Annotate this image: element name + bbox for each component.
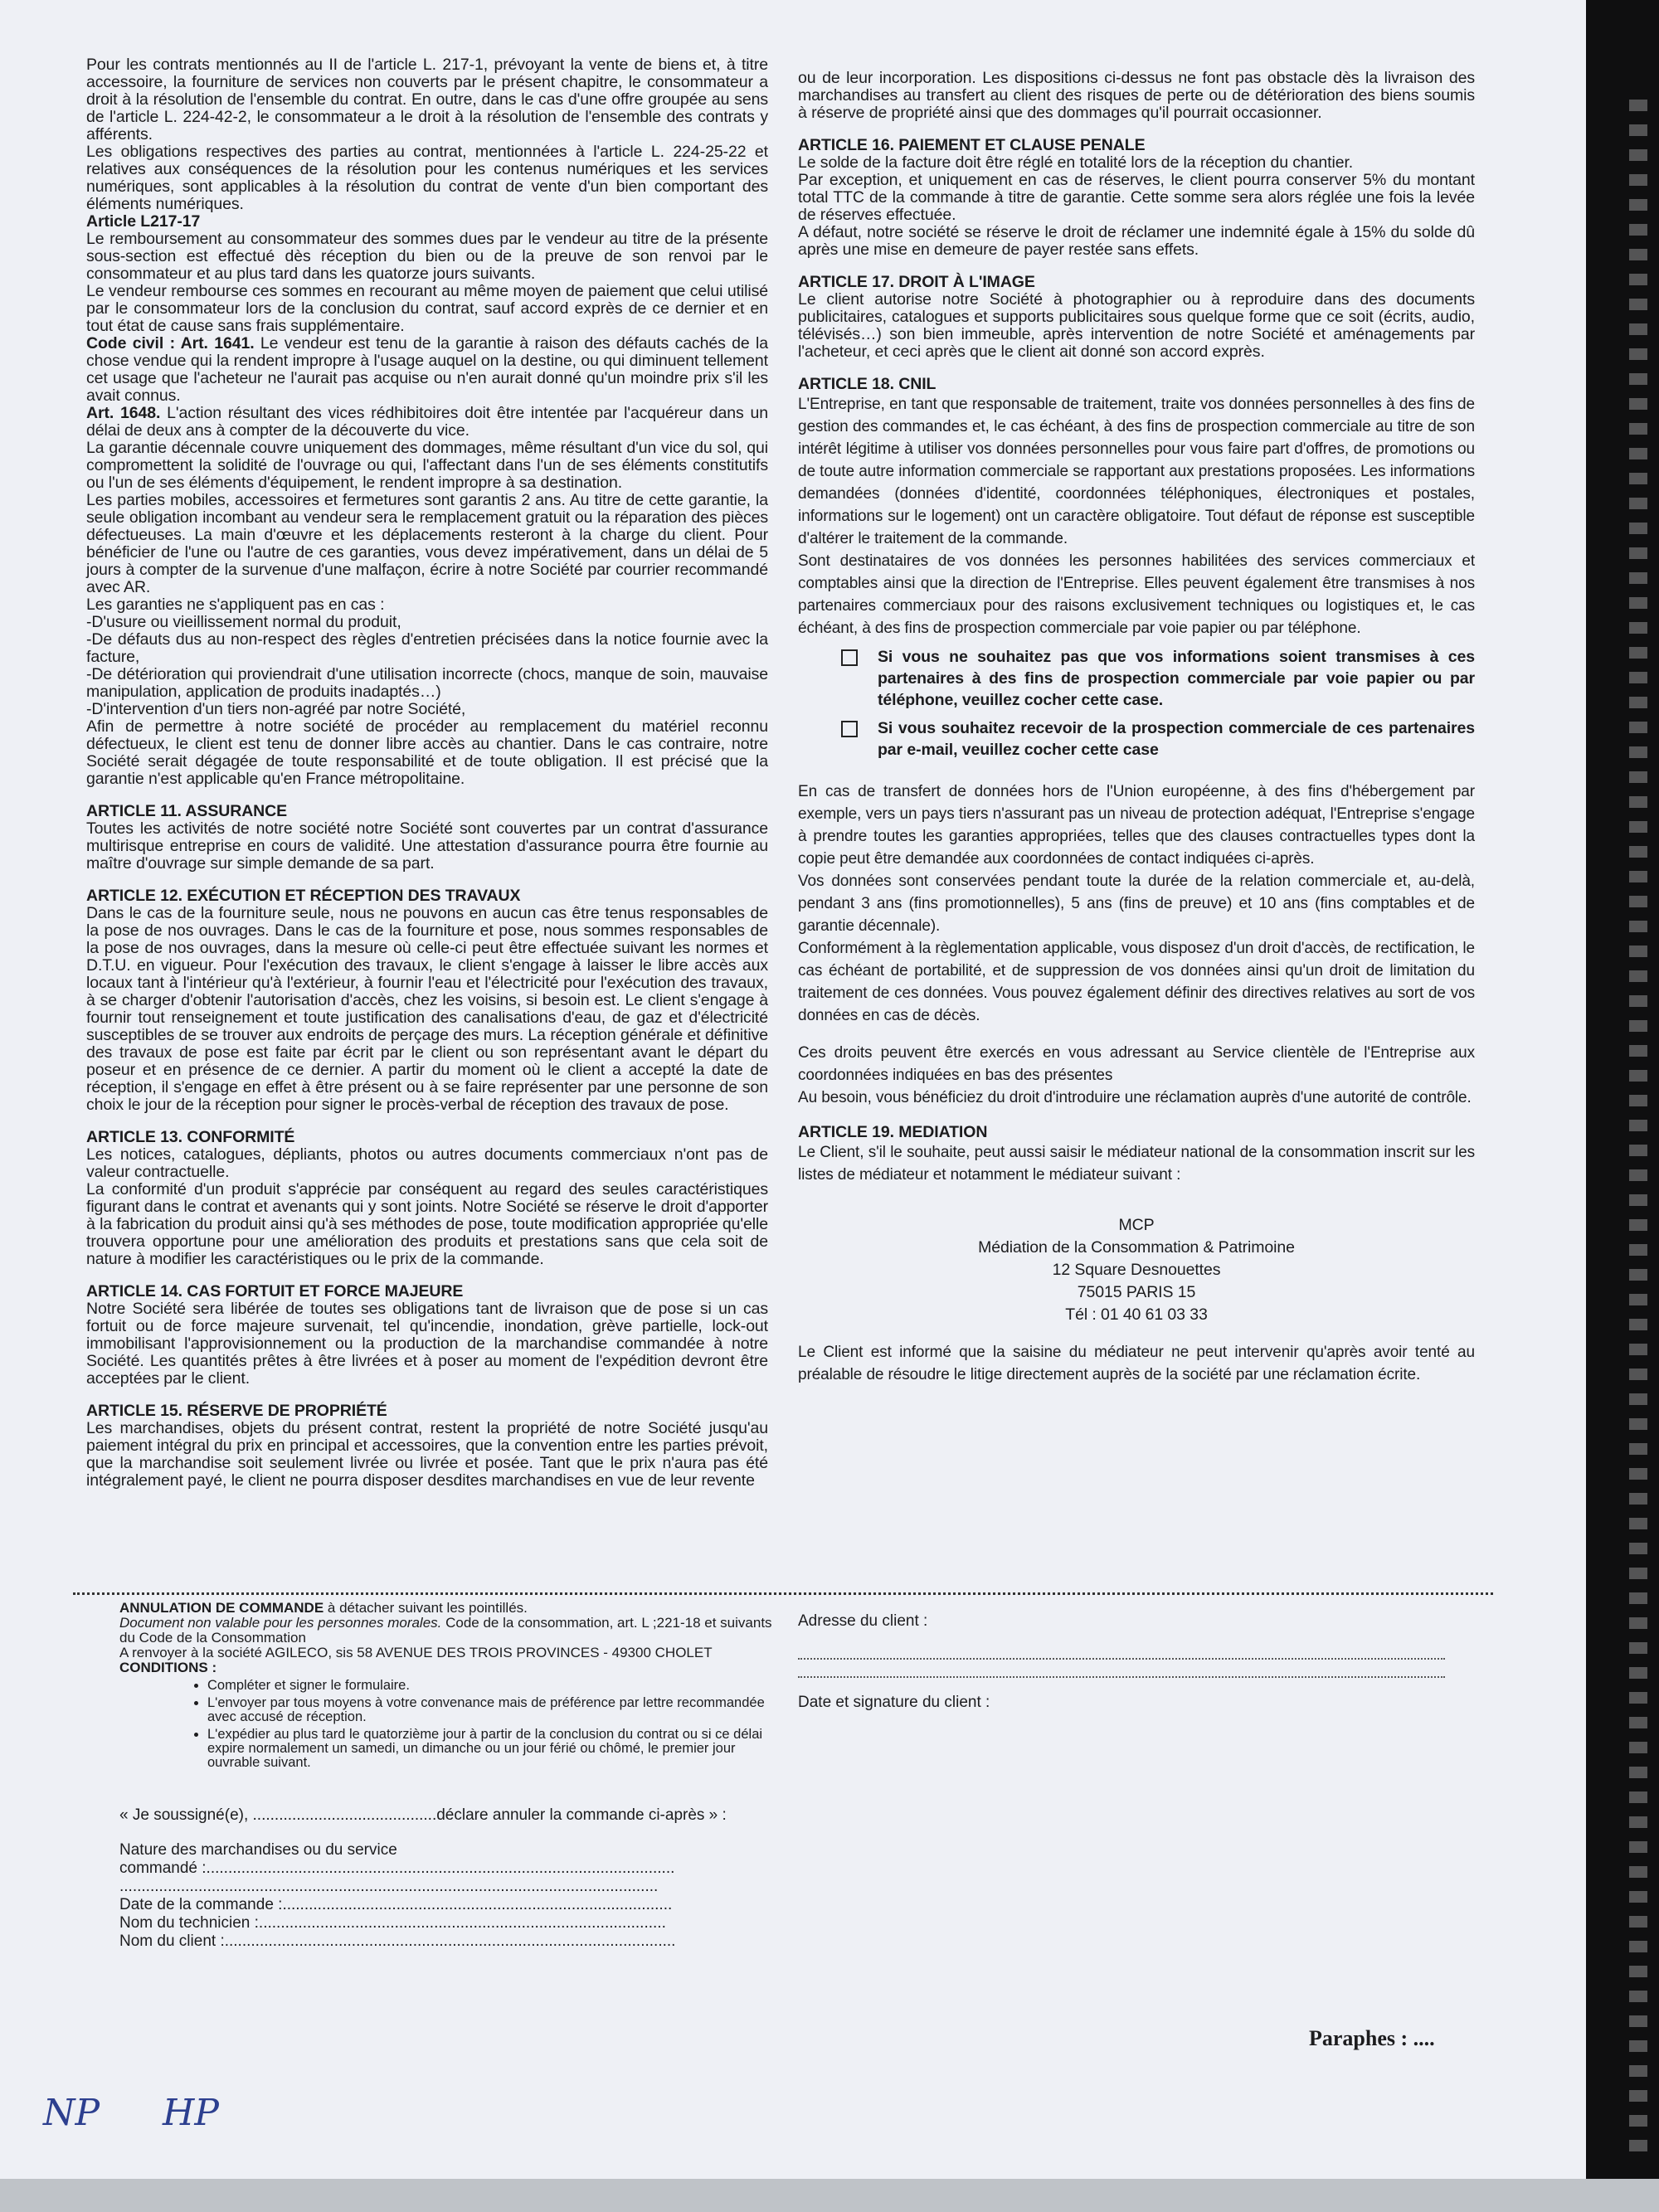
code-civil-text: Le vendeur est tenu de la garantie à raison des défauts cachés de la chose vendue qui la rendent impropre à l'usage auquel on la destine, ou qui diminuent tellement cet usage que l'acheteur ne l'aurait pas acquise ou n'en aurait donné qu'un moindre prix s'il les avait connus.	[86, 334, 769, 405]
article-11-heading: ARTICLE 11. ASSURANCE	[86, 802, 288, 820]
paragraph	[86, 335, 768, 405]
table-surface	[0, 2179, 1659, 2212]
paragraph: Le remboursement au consommateur des sommes dues par le vendeur au titre de la présente sous-section est effectué dès réception du bien ou de la preuve de son renvoi par le consommateur et au plus tard dans les quatorze jours suivants.	[86, 230, 768, 283]
paragraph: Les marchandises, objets du présent contrat, restent la propriété de notre Société jusqu'au paiement intégral du prix en principal et accessoires, que la convention entre les parties prévoit, que la marchandise soit seulement livrée ou livrée et posée. Tant que le prix n'aura pas été intégralement payé, le client ne pourra disposer desdites marchandises en vue de leur revente	[86, 1419, 768, 1490]
form-note-rest: Code de la consommation, art. L ;221-18 et suivants du Code de la Consommation	[119, 1615, 772, 1646]
mediator-line: 12 Square Desnouettes	[1052, 1261, 1221, 1279]
paragraph: Les notices, catalogues, dépliants, photos ou autres documents commerciaux n'ont pas de valeur contractuelle.	[86, 1145, 768, 1181]
paragraph: Pour les contrats mentionnés au II de l'article L. 217-1, prévoyant la vente de biens et, à titre accessoire, la fourniture de services non couverts par le présent chapitre, le consommateur a droit à la résolution de l'ensemble du contrat. En outre, dans le cas d'une offre groupée au sens de l'article L. 224-42-2, le consommateur a le droit à la résolution de l'ensemble des contrats y afférents.	[86, 56, 768, 143]
paragraph: Les obligations respectives des parties au contrat, mentionnées à l'article L. 224-25-22 et relatives aux conséquences de la résolution pour les contenus numériques et les services numériques, sont applicables à la résolution du contrat de vente d'un bien comportant des éléments numériques.	[86, 143, 768, 213]
paragraph: ou de leur incorporation. Les dispositions ci-dessus ne font pas obstacle dès la livraison des marchandises au transfert au client des risques de perte ou de détérioration des biens soumis à réserve de propriété ainsi que des dommages qu'il pourrait occasionner.	[798, 69, 1475, 122]
paragraph: Sont destinataires de vos données les personnes habilitées des services commerciaux et comptables ainsi que la direction de l'Entreprise. Elles peuvent également être transmises à nos partenaires commerciaux pour des raisons exclusivement techniques ou logistiques et, le cas échéant, à des fins de prospection commerciale par voie papier ou par téléphone.	[798, 552, 1475, 637]
paragraph: Le vendeur rembourse ces sommes en recourant au même moyen de paiement que celui utilisé par le consommateur lors de la conclusion du contrat, sauf accord exprès de ce dernier et en tout état de cause sans frais supplémentaire.	[86, 282, 768, 335]
mediator-line: MCP	[1118, 1216, 1155, 1234]
option-label: Si vous ne souhaitez pas que vos informations soient transmises à ces partenaires à des fins de prospection commerciale par voie papier ou par téléphone, veuillez cocher cette case.	[878, 648, 1475, 709]
paragraph: Vos données sont conservées pendant toute la durée de la relation commerciale et, au-delà, pendant 3 ans (fins promotionnelles), 5 ans (fins de preuve) et 10 ans (fins comptables et de garantie décennale).	[798, 873, 1475, 935]
paragraph: A défaut, notre société se réserve le droit de réclamer une indemnité égale à 15% du solde dû après une mise en demeure de payer restée sans effets.	[798, 223, 1475, 259]
form-return-address: A renvoyer à la société AGILECO, sis 58 AVENUE DES TROIS PROVINCES - 49300 CHOLET	[119, 1645, 713, 1660]
paragraph: Ces droits peuvent être exercés en vous adressant au Service clientèle de l'Entreprise aux coordonnées indiquées en bas des présentes	[798, 1044, 1475, 1084]
paragraph: Le Client est informé que la saisine du médiateur ne peut intervenir qu'après avoir tenté au préalable de résoudre le litige directement auprès de la société par une réclamation écrite.	[798, 1344, 1475, 1383]
address-line[interactable]	[798, 1646, 1445, 1660]
list-item: -D'intervention d'un tiers non-agréé par notre Société,	[86, 700, 466, 718]
paragraph: La garantie décennale couvre uniquement des dommages, même résultant d'un vice du sol, qui compromettent la solidité de l'ouvrage ou qui, l'affectant dans l'un de ses éléments constitutifs ou l'un de ses éléments d'équipement, le rendent impropre à sa destination.	[86, 439, 768, 492]
form-conditions: CONDITIONS :	[119, 1660, 217, 1675]
checkbox[interactable]	[841, 721, 858, 737]
article-14-heading: ARTICLE 14. CAS FORTUIT ET FORCE MAJEURE	[86, 1282, 464, 1300]
form-title-bold: ANNULATION DE COMMANDE	[119, 1600, 324, 1616]
paragraph: Le client autorise notre Société à photographier ou à reproduire dans des documents publicitaires, catalogues et supports publicitaires sous quelque forme que ce soit (écrits, audio, télévisés…) son bien immeuble, après intervention de notre Société et aménagements par l'acheteur, et ceci après que le client ait donné son accord exprès.	[798, 290, 1475, 361]
article-heading: Article L217-17	[86, 212, 201, 231]
mediator-line: Tél : 01 40 61 03 33	[1065, 1305, 1208, 1324]
nature-field-line[interactable]: ...........................................................................................................................	[119, 1878, 659, 1895]
conditions-list	[119, 1679, 783, 1770]
article-18-heading: ARTICLE 18. CNIL	[798, 375, 937, 393]
nature-field[interactable]: commandé :...........................................................................................................	[119, 1860, 675, 1877]
article-12-heading: ARTICLE 12. EXÉCUTION ET RÉCEPTION DES TRAVAUX	[86, 887, 521, 905]
form-title	[119, 1601, 783, 1616]
paragraph: Conformément à la règlementation applicable, vous disposez d'un droit d'accès, de rectification, le cas échéant de portabilité, et de suppression de vos données ainsi qu'un droit de limitation du traitement de ces données. Vous pouvez également définir des directives relatives au sort de vos données en cas de décès.	[798, 940, 1475, 1024]
art-1648-text: L'action résultant des vices rédhibitoires doit être intentée par l'acquéreur dans un délai de deux ans à compter de la découverte du vice.	[86, 404, 768, 440]
list-item: -D'usure ou vieillissement normal du produit,	[86, 613, 401, 631]
order-date-field[interactable]: Date de la commande :.........................................................................................	[119, 1896, 673, 1913]
list-item: • L'expédier au plus tard le quatorzième jour à partir de la conclusion du contrat ou si ce délai expire normalement un samedi, un dimanche ou un jour férié ou chômé, le premier jour ouvrable suivant.	[207, 1728, 783, 1770]
cnil-section	[798, 393, 1475, 1109]
paragraph: L'Entreprise, en tant que responsable de traitement, traite vos données personnelles à des fins de gestion des commandes et, le cas échéant, à des fins de prospection commerciale au titre de son intérêt légitime à utiliser vos données personnelles pour vous faire part d'offres, de promotions ou de toute autre information commerciale se rapportant aux prestations proposées. Les informations demandées (données d'identité, coordonnées téléphoniques, électroniques et postales, informations sur le logement) ont un caractère obligatoire. Tout défaut de réponse est susceptible d'altérer le traitement de la commande.	[798, 396, 1475, 547]
cut-line	[73, 1592, 1493, 1595]
list-item: -De détérioration qui proviendrait d'une utilisation incorrecte (chocs, manque de soin, mauvaise manipulation, application de produits inadaptés…)	[86, 665, 768, 701]
left-column	[86, 56, 768, 1490]
art-1648-label: Art. 1648.	[86, 404, 161, 422]
paragraph: La conformité d'un produit s'apprécie par conséquent au regard des seules caractéristiques figurant dans le contrat et avenants qui y sont joints. Notre Société se réserve le droit d'apporter à la fabrication du produit ainsi qu'à ses méthodes de pose, toute modification appropriée qu'elle trouvera opportune pour une amélioration des produits et prestations sans que cela soit de nature à modifier les caractéristiques ou le prix de la commande.	[86, 1180, 768, 1268]
paragraph: Les parties mobiles, accessoires et fermetures sont garantis 2 ans. Au titre de cette garantie, la seule obligation incombant au vendeur sera le remplacement gratuit ou la réparation des pièces défectueuses. La main d'œuvre et les déplacements resteront à la charge du client. Pour bénéficier de l'une ou l'autre de ces garanties, vous devez impérativement, dans un délai de 5 jours à compter de la survenue d'une malfaçon, écrire à notre Société par courrier recommandé avec AR.	[86, 491, 768, 596]
option-email-prospection	[841, 717, 1475, 761]
paragraph: Au besoin, vous bénéficiez du droit d'introduire une réclamation auprès d'une autorité de contrôle.	[798, 1089, 1472, 1106]
paragraph: En cas de transfert de données hors de l'Union européenne, à des fins d'hébergement par exemple, vers un pays tiers n'assurant pas un niveau de protection adéquat, l'Entreprise s'engage à prendre toutes les garanties appropriées, telles que des clauses contractuelles types dont la copie peut être demandée aux coordonnées de contact indiquées ci-après.	[798, 783, 1475, 868]
paragraph: Dans le cas de la fourniture seule, nous ne pouvons en aucun cas être tenus responsables de la pose de nos ouvrages. Dans le cas de la fourniture et pose, nous sommes responsables de la pose de nos ouvrages, dans la mesure où celle-ci peut être effectuée suivant les normes et D.T.U. en vigueur. Pour l'exécution des travaux, le client s'engage à laisser le libre accès aux locaux tant à l'intérieur qu'à l'extérieur, à fournir l'eau et l'électricité pour l'exécution des travaux, à se charger d'obtenir l'autorisation d'accès, chez les voisins, si besoin est. Le client s'engage à fournir tout renseignement et toute justification des canalisations d'eau, de gaz et d'électricité susceptibles de se trouver aux endroits de perçage des murs. La réception générale et définitive des travaux de pose est faite par écrit par le client ou son représentant avant le départ du poseur et en présence de ce dernier. A partir du moment où le client a accepté la date de réception, il s'engage en effet à être présent ou à se faire représenter par une personne de son choix le jour de la réception pour signer le procès-verbal de réception des travaux de pose.	[86, 904, 768, 1114]
cancellation-form	[119, 1601, 783, 1951]
checkbox[interactable]	[841, 649, 858, 666]
technician-field[interactable]: Nom du technicien :.............................................................................................	[119, 1914, 666, 1932]
nature-label: Nature des marchandises ou du service	[119, 1841, 397, 1859]
code-civil-label: Code civil : Art. 1641.	[86, 334, 255, 352]
paragraph	[86, 405, 768, 440]
client-name-field[interactable]: Nom du client :.......................................................................................................	[119, 1932, 676, 1950]
binder-holes	[1629, 100, 1647, 2156]
paraphes: Paraphes : ....	[1309, 2026, 1435, 2050]
address-line[interactable]	[798, 1665, 1445, 1678]
binder-edge	[1586, 0, 1659, 2212]
soussigne-field[interactable]: « Je soussigné(e), ..........................................déclare annuler la commande ci-après » :	[119, 1806, 727, 1824]
client-block	[798, 1597, 1445, 1728]
article-16-heading: ARTICLE 16. PAIEMENT ET CLAUSE PENALE	[798, 136, 1146, 154]
article-13-heading: ARTICLE 13. CONFORMITÉ	[86, 1128, 295, 1146]
form-note-italic: Document non valable pour les personnes morales.	[119, 1615, 442, 1631]
article-19-heading: ARTICLE 19. MEDIATION	[798, 1123, 988, 1141]
article-17-heading: ARTICLE 17. DROIT À L'IMAGE	[798, 273, 1035, 291]
paragraph: Le Client, s'il le souhaite, peut aussi saisir le médiateur national de la consommation inscrit sur les listes de médiateur et notamment le médiateur suivant :	[798, 1144, 1475, 1184]
right-column	[798, 70, 1475, 1386]
paragraph: Les garanties ne s'appliquent pas en cas :	[86, 596, 385, 614]
paragraph: Afin de permettre à notre société de procéder au remplacement du matériel reconnu défectueux, le client est tenu de donner libre accès au chantier. Dans le cas contraire, notre Société serait dégagée de toute responsabilité et de toute obligation. Il est précisé que la garantie n'est applicable qu'en France métropolitaine.	[86, 717, 768, 788]
date-signature-label: Date et signature du client :	[798, 1694, 990, 1711]
client-address-label: Adresse du client :	[798, 1612, 928, 1630]
article-15-heading: ARTICLE 15. RÉSERVE DE PROPRIÉTÉ	[86, 1402, 387, 1420]
mediator-address	[798, 1214, 1475, 1326]
option-label: Si vous souhaitez recevoir de la prospection commerciale de ces partenaires par e-mail, veuillez cocher cette case	[878, 719, 1475, 759]
form-note	[119, 1616, 783, 1646]
paragraph: Notre Société sera libérée de toutes ses obligations tant de livraison que de pose si un cas fortuit ou de force majeure survenait, tel qu'incendie, inondation, grève partielle, lock-out immobilisant l'approvisionnement ou la production de la marchandise commandée à notre Société. Les quantités prêtes à être livrées et à poser au moment de l'expédition devront être acceptées par le client.	[86, 1300, 768, 1388]
mediator-line: Médiation de la Consommation & Patrimoine	[978, 1238, 1295, 1257]
list-item: -De défauts dus au non-respect des règles d'entretien précisées dans la notice fournie avec la facture,	[86, 630, 768, 666]
paragraph: Toutes les activités de notre société notre Société sont couvertes par un contrat d'assurance multirisque entreprise en cours de validité. Une attestation d'assurance pourra être fournie au maître d'ouvrage sur simple demande de sa part.	[86, 819, 768, 873]
option-no-transfer	[841, 646, 1475, 711]
handwritten-initials: HP	[163, 2092, 219, 2134]
list-item: • L'envoyer par tous moyens à votre convenance mais de préférence par lettre recommandée avec accusé de réception.	[207, 1696, 783, 1724]
list-item: • Compléter et signer le formulaire.	[207, 1679, 783, 1693]
paragraph: Par exception, et uniquement en cas de réserves, le client pourra conserver 5% du montant total TTC de la commande à titre de garantie. Cette somme sera alors réglée une fois la levée de réserves effectuée.	[798, 171, 1475, 224]
mediator-line: 75015 PARIS 15	[1077, 1283, 1196, 1301]
paragraph: Le solde de la facture doit être réglé en totalité lors de la réception du chantier.	[798, 153, 1354, 172]
form-title-rest: à détacher suivant les pointillés.	[324, 1600, 528, 1616]
handwritten-initials: NP	[43, 2092, 100, 2134]
